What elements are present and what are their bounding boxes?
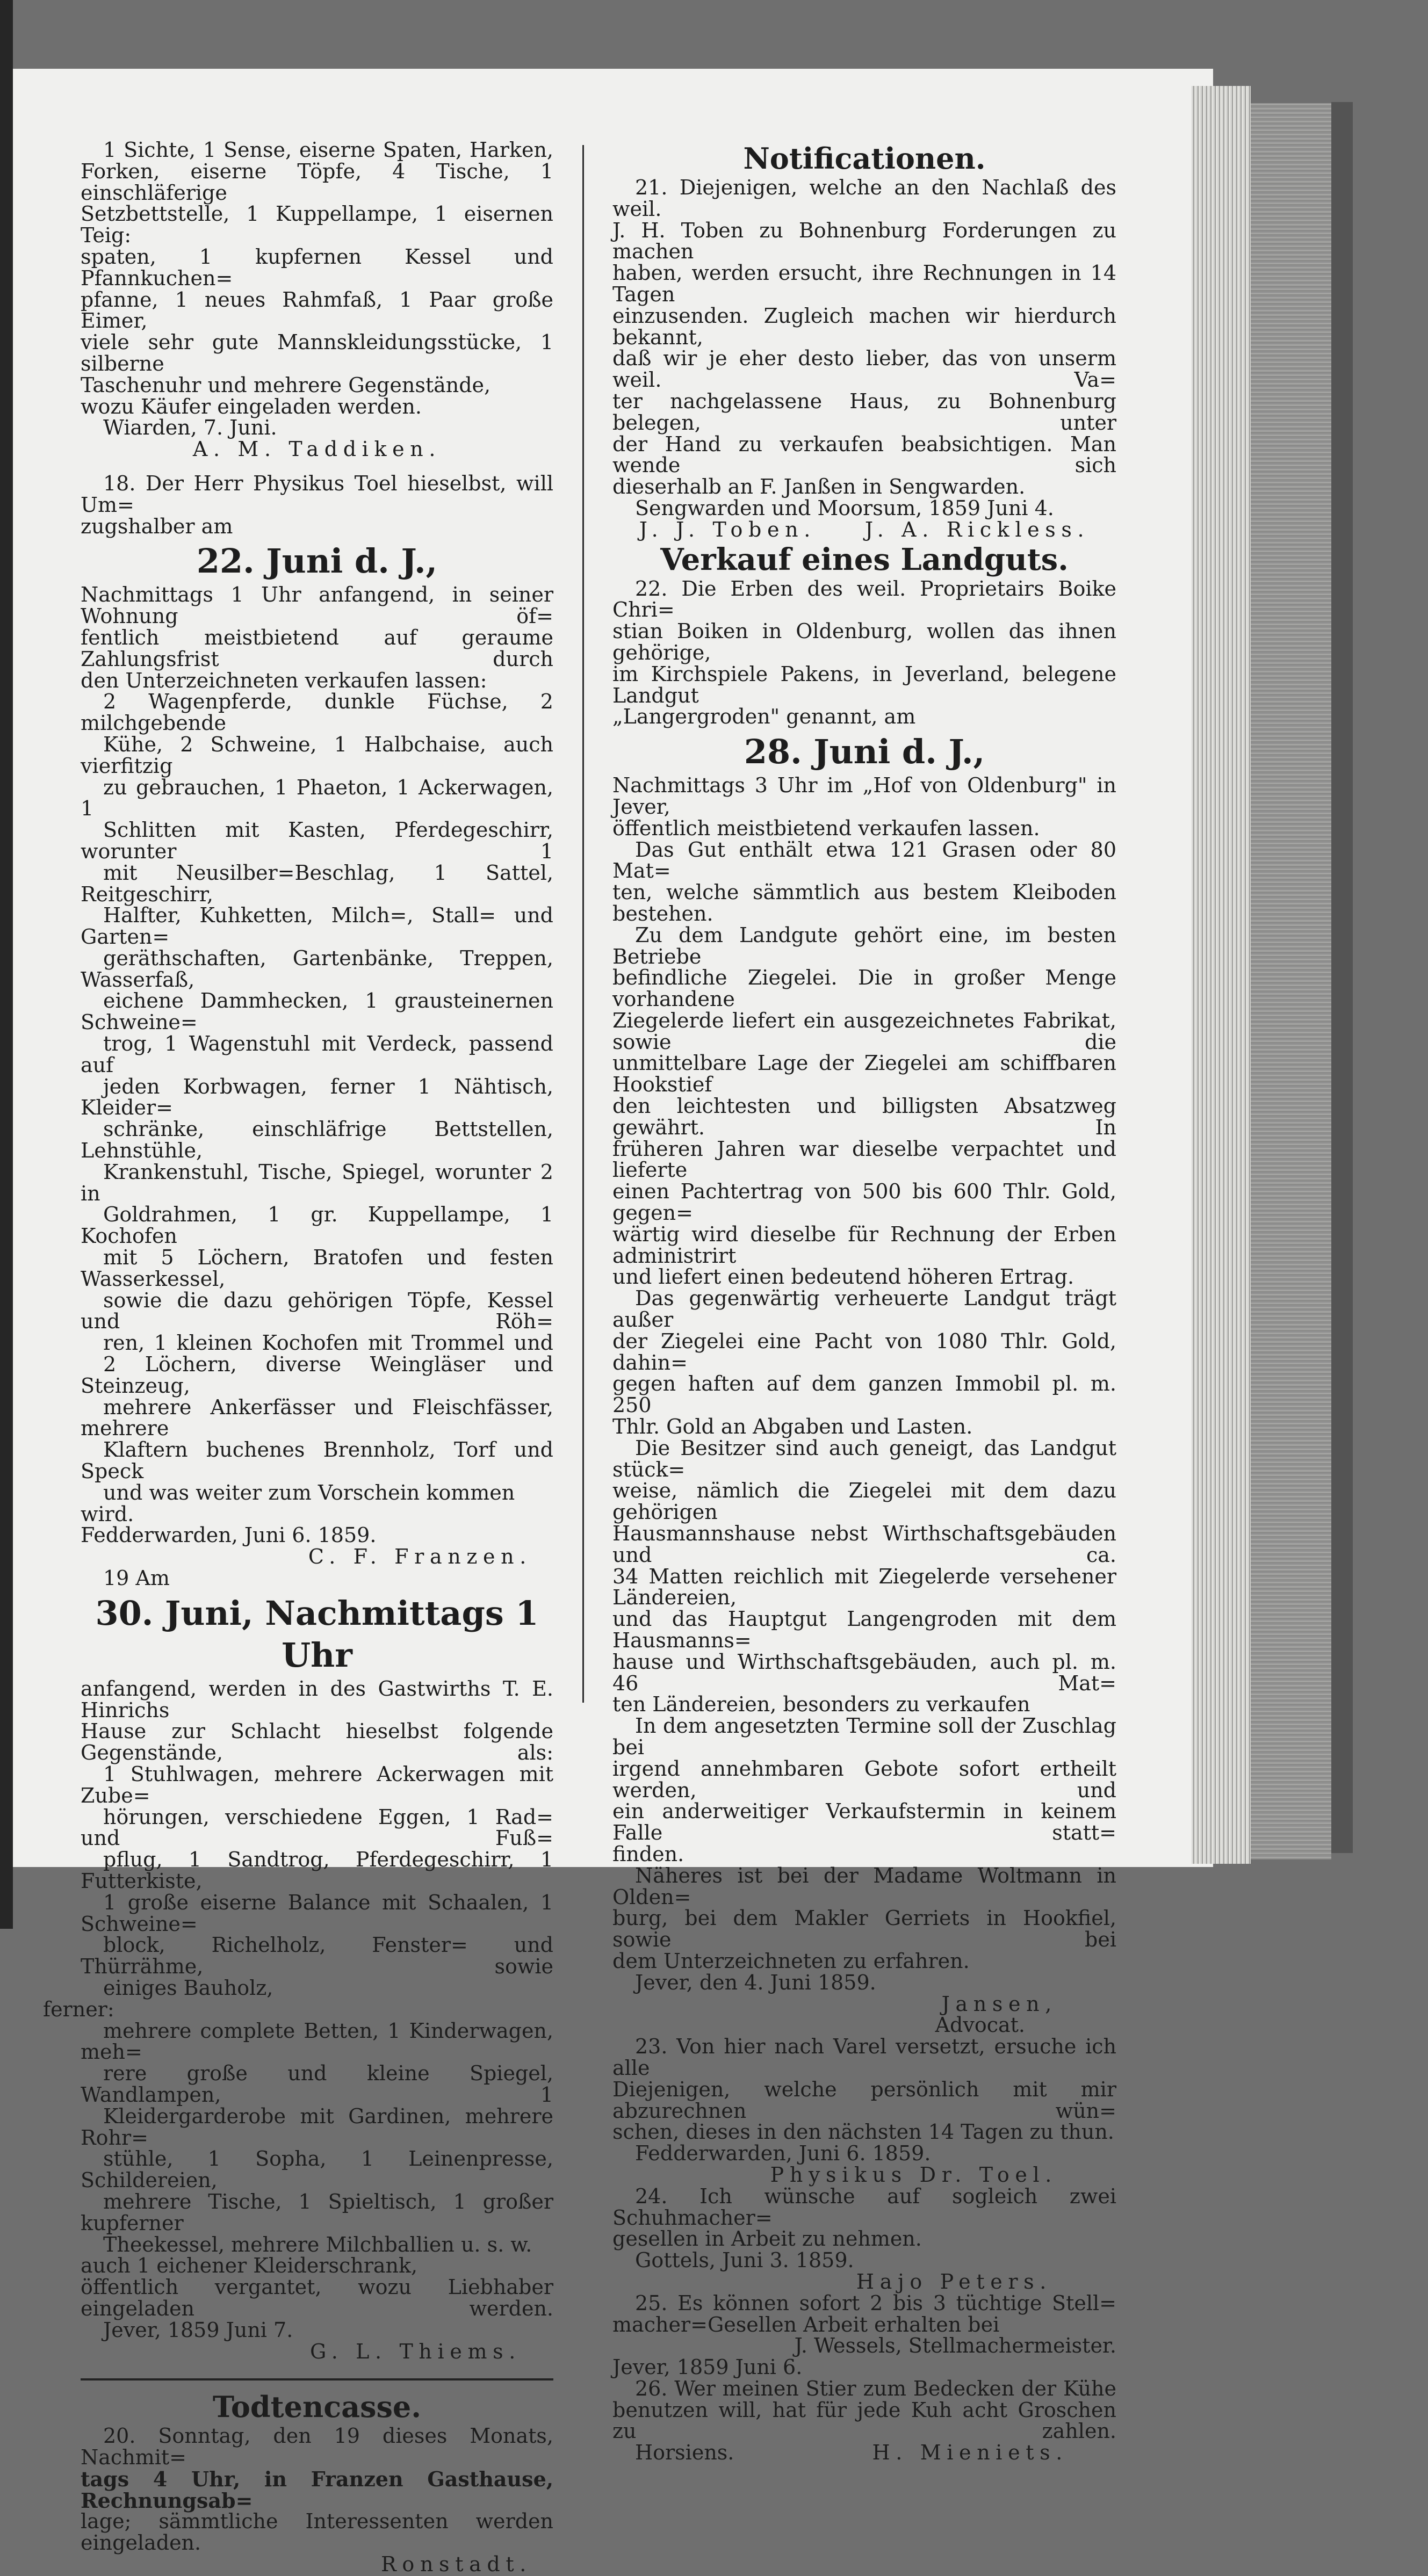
text-line: 24. Ich wünsche auf sogleich zwei Schuhmacher= bbox=[612, 2184, 1116, 2230]
place-date: Fedderwarden, Juni 6. 1859. bbox=[635, 2141, 931, 2166]
text-line: 21. Diejenigen, welche an den Nachlaß des weil. bbox=[612, 176, 1116, 221]
text-line: Kühe, 2 Schweine, 1 Halbchaise, auch vierfitzig bbox=[81, 732, 553, 778]
text-line: den Unterzeichneten verkaufen lassen: bbox=[81, 668, 487, 692]
text-line: 23. Von hier nach Varel versetzt, ersuche ich alle bbox=[612, 2035, 1116, 2080]
notice-22 bbox=[612, 578, 1116, 2037]
scan-edge-left bbox=[0, 0, 13, 1929]
text-line: pfanne, 1 neues Rahmfaß, 1 Paar große Eimer, bbox=[81, 287, 553, 333]
text-line: J. H. Toben zu Bohnenburg Forderungen zu machen bbox=[612, 218, 1116, 264]
signature: Jansen, bbox=[941, 1992, 1057, 2016]
book-cover-edge bbox=[1251, 103, 1331, 1859]
text-line: 22. Die Erben des weil. Proprietairs Boike Chri= bbox=[612, 576, 1116, 622]
text-line: Theekessel, mehrere Milchballien u. s. w. bbox=[103, 2232, 532, 2256]
text-line: Schlitten mit Kasten, Pferdegeschirr, worunter 1 bbox=[81, 818, 553, 863]
place-date: Jever, 1859 Juni 6. bbox=[612, 2355, 803, 2379]
text-line: 20. Sonntag, den 19 dieses Monats, Nachmit= bbox=[81, 2424, 553, 2470]
text-line: zugshalber am bbox=[81, 514, 233, 538]
text-line: öffentlich vergantet, wozu Liebhaber eingeladen werden. bbox=[81, 2275, 553, 2320]
text-line: Hausmannshause nebst Wirthschaftsgebäuden und ca. bbox=[612, 1522, 1116, 1567]
signature-title: Advocat. bbox=[935, 2013, 1025, 2037]
text-line: im Kirchspiele Pakens, in Jeverland, belegene Landgut bbox=[612, 662, 1116, 707]
text-line: schen, dieses in den nächsten 14 Tagen zu thun. bbox=[612, 2120, 1114, 2144]
text-line: gesellen in Arbeit zu nehmen. bbox=[612, 2227, 922, 2251]
text-line: 1 große eiserne Balance mit Schaalen, 1 Schweine= bbox=[81, 1890, 553, 1936]
text-line: Die Besitzer sind auch geneigt, das Landgut stück= bbox=[612, 1436, 1116, 1481]
text-line: trog, 1 Wagenstuhl mit Verdeck, passend auf bbox=[81, 1032, 553, 1077]
text-line: mit Neusilber=Beschlag, 1 Sattel, Reitgeschirr, bbox=[81, 860, 553, 906]
text-line: In dem angesetzten Termine soll der Zuschlag bei bbox=[612, 1714, 1116, 1759]
text-line: geräthschaften, Gartenbänke, Treppen, Wasserfaß, bbox=[81, 946, 553, 992]
notice-25 bbox=[612, 2293, 1116, 2378]
text-line: der Hand zu verkaufen beabsichtigen. Man wende sich bbox=[612, 432, 1116, 477]
signature: Hajo Peters. bbox=[856, 2269, 1052, 2293]
text-line: stühle, 1 Sopha, 1 Leinenpresse, Schildereien, bbox=[81, 2147, 553, 2193]
text-line: hörungen, verschiedene Eggen, 1 Rad= und Fuß= bbox=[81, 1805, 553, 1850]
place-date: Jever, 1859 Juni 7. bbox=[103, 2318, 293, 2342]
column-divider bbox=[582, 145, 584, 1703]
text-line: stian Boiken in Oldenburg, wollen das ihnen gehörige, bbox=[612, 619, 1116, 664]
place-date: Horsiens. bbox=[635, 2441, 734, 2465]
text-line: 1 Stuhlwagen, mehrere Ackerwagen mit Zube= bbox=[81, 1762, 553, 1807]
text-line: befindliche Ziegelei. Die in großer Menge vorhandene bbox=[612, 966, 1116, 1011]
text-line: Kleidergarderobe mit Gardinen, mehrere Rohr= bbox=[81, 2104, 553, 2150]
text-line: Das Gut enthält etwa 121 Grasen oder 80 Mat= bbox=[612, 837, 1116, 883]
text-line: und das Hauptgut Langengroden mit dem Hausmanns= bbox=[612, 1607, 1116, 1652]
section-heading: Todtencasse. bbox=[212, 2390, 422, 2425]
text-line: 34 Matten reichlich mit Ziegelerde versehener Ländereien, bbox=[612, 1564, 1116, 1610]
text-line: rere große und kleine Spiegel, Wandlampen, 1 bbox=[81, 2061, 553, 2107]
text-line: ten, welche sämmtlich aus bestem Kleiboden bestehen. bbox=[612, 880, 1116, 925]
text-line: ren, 1 kleinen Kochofen mit Trommel und bbox=[103, 1331, 553, 1355]
text-line: und was weiter zum Vorschein kommen wird. bbox=[81, 1480, 515, 1526]
notice-18 bbox=[81, 473, 553, 1568]
text-line: der Ziegelei eine Pacht von 1080 Thlr. Gold, dahin= bbox=[612, 1329, 1116, 1374]
left-column bbox=[43, 138, 553, 2576]
text-line: Zu dem Landgute gehört eine, im besten Betriebe bbox=[612, 923, 1116, 968]
text-line: 2 Löchern, diverse Weingläser und Steinzeug, bbox=[81, 1352, 553, 1398]
signature: Physikus Dr. Toel. bbox=[770, 2162, 1057, 2187]
text-line: lage; sämmtliche Interessenten werden eingeladen. bbox=[81, 2509, 553, 2555]
text-line: mehrere Tische, 1 Spieltisch, 1 großer kupferner bbox=[81, 2189, 553, 2235]
text-line: auch 1 eichener Kleiderschrank, bbox=[81, 2254, 418, 2278]
text-line: mehrere Ankerfässer und Fleischfässer, mehrere bbox=[81, 1395, 553, 1441]
signature: C. F. Franzen. bbox=[308, 1545, 532, 1569]
text-line: Nachmittags 1 Uhr anfangend, in seiner Wohnung öf= bbox=[81, 583, 553, 628]
text-line: burg, bei dem Makler Gerriets in Hookfiel, sowie bei bbox=[612, 1906, 1116, 1952]
text-line: dieserhalb an F. Janßen in Sengwarden. bbox=[612, 475, 1026, 499]
notice-26 bbox=[612, 2378, 1116, 2464]
text-line: wozu Käufer eingeladen werden. bbox=[81, 394, 422, 418]
auction-date-heading: 28. Juni d. J., bbox=[744, 732, 985, 772]
text-line: 25. Es können sofort 2 bis 3 tüchtige Stell= bbox=[635, 2291, 1116, 2315]
text-line: schränke, einschläfrige Bettstellen, Lehnstühle, bbox=[81, 1117, 553, 1163]
text-line: Krankenstuhl, Tische, Spiegel, worunter 2 in bbox=[81, 1160, 553, 1205]
signature: Ronstadt. bbox=[381, 2552, 532, 2576]
text-line: mehrere complete Betten, 1 Kinderwagen, meh= bbox=[81, 2018, 553, 2064]
signature: G. L. Thiems. bbox=[310, 2339, 521, 2363]
text-line: ten Ländereien, besonders zu verkaufen bbox=[612, 1692, 1030, 1717]
text-line: anfangend, werden in des Gastwirths T. E. Hinrichs bbox=[81, 1676, 553, 1722]
text-line: pflug, 1 Sandtrog, Pferdegeschirr, 1 Futterkiste, bbox=[81, 1848, 553, 1893]
text-line: öffentlich meistbietend verkaufen lassen. bbox=[612, 816, 1040, 840]
text-line: wärtig wird dieselbe für Rechnung der Erben administrirt bbox=[612, 1222, 1116, 1268]
text-line: jeden Korbwagen, ferner 1 Nähtisch, Kleider= bbox=[81, 1074, 553, 1120]
text-line: macher=Gesellen Arbeit erhalten bei bbox=[612, 2312, 1000, 2336]
text-line: tags 4 Uhr, in Franzen Gasthause, Rechnungsab= bbox=[81, 2466, 553, 2513]
place-date: Fedderwarden, Juni 6. 1859. bbox=[81, 1523, 377, 1547]
section-heading: Verkauf eines Landguts. bbox=[660, 541, 1069, 577]
place-date: Sengwarden und Moorsum, 1859 Juni 4. bbox=[635, 496, 1054, 520]
text-line: gegen haften auf dem ganzen Immobil pl. m. 250 bbox=[612, 1372, 1116, 1417]
text-line: einen Pachtertrag von 500 bis 600 Thlr. Gold, gegen= bbox=[612, 1180, 1116, 1225]
text-line: und liefert einen bedeutend höheren Ertrag. bbox=[612, 1265, 1074, 1289]
signature: J. J. Toben. J. A. Rickless. bbox=[639, 517, 1090, 541]
text-line: Näheres ist bei der Madame Woltmann in Olden= bbox=[612, 1863, 1116, 1909]
text-line: Klaftern buchenes Brennholz, Torf und Speck bbox=[81, 1438, 553, 1484]
place-date: Gottels, Juni 3. 1859. bbox=[635, 2248, 854, 2273]
text-line: Taschenuhr und mehrere Gegenstände, bbox=[81, 373, 491, 397]
text-line: zu gebrauchen, 1 Phaeton, 1 Ackerwagen, 1 bbox=[81, 775, 553, 821]
signature: J. Wessels, Stellmachermeister. bbox=[794, 2334, 1116, 2358]
text-line: irgend annehmbaren Gebote sofort ertheilt werden, und bbox=[612, 1756, 1116, 1802]
text-line: fentlich meistbietend auf geraume Zahlungsfrist durch bbox=[81, 625, 553, 671]
book-page-edges bbox=[1192, 86, 1251, 1864]
text-line: mit 5 Löchern, Bratofen und festen Wasserkessel, bbox=[81, 1246, 553, 1291]
text-line: block, Richelholz, Fenster= und Thürrähme, sowie bbox=[81, 1933, 553, 1979]
text-line: Ziegelerde liefert ein ausgezeichnetes Fabrikat, sowie die bbox=[612, 1008, 1116, 1054]
section-heading: Notificationen. bbox=[743, 141, 986, 176]
text-line: 1 Sichte, 1 Sense, eiserne Spaten, Harken, bbox=[103, 138, 553, 162]
text-line: Diejenigen, welche persönlich mit mir abzurechnen wün= bbox=[612, 2077, 1116, 2123]
text-line: 2 Wagenpferde, dunkle Füchse, 2 milchgebende bbox=[81, 690, 553, 735]
text-line: ein anderweitiger Verkaufstermin in keinem Falle statt= bbox=[612, 1799, 1116, 1845]
text-line: Setzbettstelle, 1 Kuppellampe, 1 eisernen Teig: bbox=[81, 202, 553, 248]
book-spine-shadow bbox=[1331, 102, 1353, 1853]
text-line: 26. Wer meinen Stier zum Bedecken der Kühe bbox=[635, 2376, 1116, 2400]
text-line: hause und Wirthschaftsgebäuden, auch pl. m. 46 Mat= bbox=[612, 1649, 1116, 1695]
text-line: viele sehr gute Mannskleidungsstücke, 1 silberne bbox=[81, 330, 553, 375]
signature: H. Mieniets. bbox=[872, 2441, 1068, 2465]
text-line: Halfter, Kuhketten, Milch=, Stall= und Garten= bbox=[81, 903, 553, 949]
auction-date-heading: 22. Juni d. J., bbox=[196, 541, 438, 581]
text-line: Thlr. Gold an Abgaben und Lasten. bbox=[612, 1415, 973, 1439]
todtencasse-section bbox=[81, 2388, 553, 2575]
text-line: 19 Am bbox=[103, 1566, 170, 1590]
text-line: „Langergroden" genannt, am bbox=[612, 705, 916, 729]
text-line: 18. Der Herr Physikus Toel hieselbst, will Um= bbox=[81, 471, 553, 517]
text-line: daß wir je eher desto lieber, das von unserm weil. Va= bbox=[612, 346, 1116, 392]
text-line: einiges Bauholz, bbox=[103, 1976, 273, 2000]
notice-23 bbox=[612, 2036, 1116, 2186]
text-line: ferner: bbox=[43, 1997, 114, 2021]
text-line: Nachmittags 3 Uhr im „Hof von Oldenburg" in Jever, bbox=[612, 773, 1116, 819]
notice-24 bbox=[612, 2186, 1116, 2293]
text-line: unmittelbare Lage der Ziegelei am schiffbaren Hookstief bbox=[612, 1051, 1116, 1097]
notice-19 bbox=[43, 1566, 553, 2363]
text-line: spaten, 1 kupfernen Kessel und Pfannkuchen= bbox=[81, 244, 553, 290]
signature: A. M. Taddiken. bbox=[192, 437, 442, 461]
place-date: Wiarden, 7. Juni. bbox=[103, 416, 277, 440]
text-line: Forken, eiserne Töpfe, 4 Tische, 1 einschläferige bbox=[81, 159, 553, 205]
text-line: einzusenden. Zugleich machen wir hierdurch bekannt, bbox=[612, 303, 1116, 349]
text-line: sowie die dazu gehörigen Töpfe, Kessel und Röh= bbox=[81, 1288, 553, 1334]
text-line: den leichtesten und billigsten Absatzweg gewährt. In bbox=[612, 1094, 1116, 1139]
notice-21 bbox=[612, 177, 1116, 541]
notice-auction-wiarden bbox=[81, 140, 553, 460]
text-line: Goldrahmen, 1 gr. Kuppellampe, 1 Kochofen bbox=[81, 1203, 553, 1248]
text-line: ter nachgelassene Haus, zu Bohnenburg belegen, unter bbox=[612, 389, 1116, 435]
auction-date-heading: 30. Juni, Nachmittags 1 Uhr bbox=[95, 1593, 539, 1675]
section-rule bbox=[81, 2378, 553, 2384]
text-line: früheren Jahren war dieselbe verpachtet und lieferte bbox=[612, 1137, 1116, 1182]
text-line: benutzen will, hat für jede Kuh acht Groschen zu zahlen. bbox=[612, 2398, 1116, 2443]
closing-line bbox=[612, 2442, 1116, 2464]
text-line: dem Unterzeichneten zu erfahren. bbox=[612, 1949, 970, 1973]
text-line: haben, werden ersucht, ihre Rechnungen in 14 Tagen bbox=[612, 261, 1116, 306]
right-column bbox=[612, 140, 1116, 2464]
text-line: Das gegenwärtig verheuerte Landgut trägt außer bbox=[612, 1286, 1116, 1332]
place-date: Jever, den 4. Juni 1859. bbox=[635, 1970, 876, 1994]
text-line: finden. bbox=[612, 1842, 684, 1866]
text-line: Hause zur Schlacht hieselbst folgende Gegenstände, als: bbox=[81, 1719, 553, 1765]
text-line: weise, nämlich die Ziegelei mit dem dazu gehörigen bbox=[612, 1479, 1116, 1524]
text-line: eichene Dammhecken, 1 grausteinernen Schweine= bbox=[81, 989, 553, 1034]
